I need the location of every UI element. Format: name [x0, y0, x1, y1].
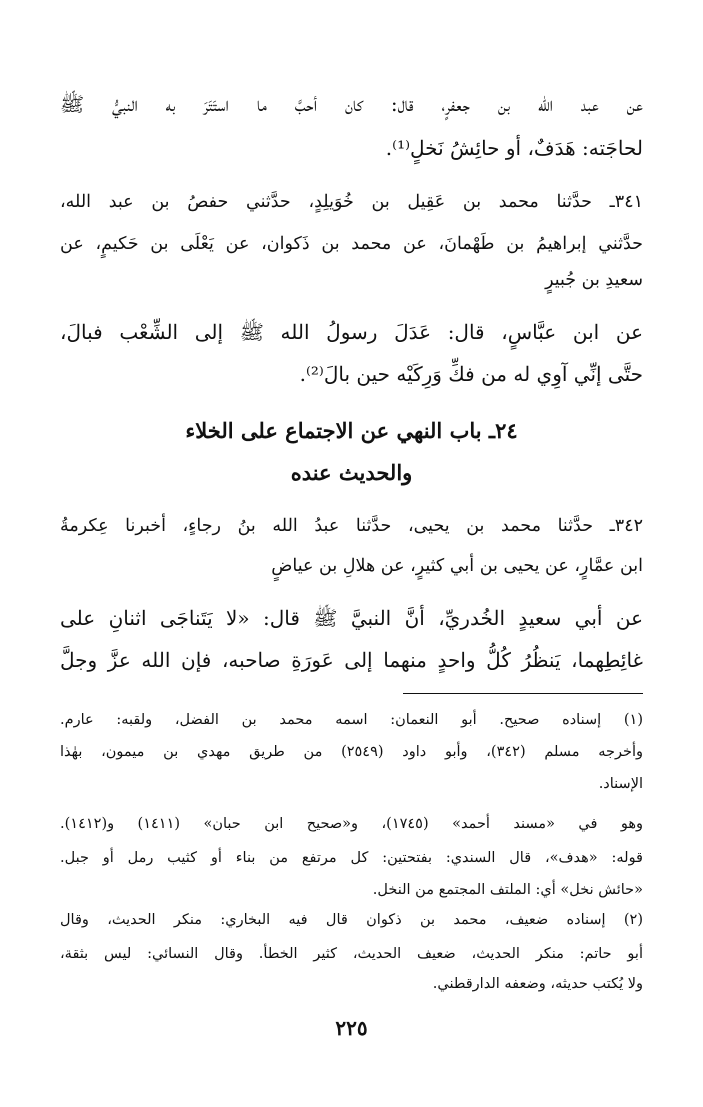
footnote-line-6: «حائش نخل» أي: الملتف المجتمع من النخل.	[372, 882, 643, 898]
footnote-line-5: قوله: «هدف»، قال السندي: بفتحتين: كل مرتفع من بناء أو كثيب رمل أو جبل.	[60, 850, 643, 866]
footnote-line-2: وأخرجه مسلم (٣٤٢)، وأبو داود (٢٥٤٩) من طريق مهدي بن ميمون، بهٰذا	[60, 744, 643, 760]
hadith-342-isnad-line-1: ٣٤٢ـ حدَّثنا محمد بن يحيى، حدَّثنا عبدُ الله بنُ رجاءٍ، أخبرنا عِكرمةُ	[60, 516, 643, 536]
hadith-340-text-line-1: عن عبد الله بن جعفرٍ، قال: كان أحبَّ ما استَتَرَ به النبيُّ ﷺ	[60, 92, 643, 116]
hadith-341-isnad-line-1: ٣٤١ـ حدَّثنا محمد بن عَقِيل بن خُوَيلِدٍ، حدَّثني حفصُ بن عبد الله،	[60, 192, 643, 212]
hadith-341-text-line-1: عن ابن عبَّاسٍ، قال: عَدَلَ رسولُ الله ﷺ إلى الشِّعْب فبالَ،	[60, 320, 643, 344]
hadith-341-isnad-line-2: حدَّثني إبراهيمُ بن طَهْمانَ، عن محمد بن ذَكوان، عن يَعْلَى بن حَكيمٍ، عن	[60, 234, 643, 254]
hadith-341-isnad-line-3: سعيدِ بن جُبيرٍ	[545, 270, 643, 290]
page-number: ٢٢٥	[335, 1016, 368, 1040]
footnote-line-1: (١) إسناده صحيح. أبو النعمان: اسمه محمد بن الفضل، ولقبه: عارم.	[60, 712, 643, 728]
hadith-342-isnad-line-2: ابن عمَّارٍ، عن يحيى بن أبي كثيرٍ، عن هلالِ بن عياضٍ	[271, 556, 643, 576]
chapter-title-line-2: والحديث عنده	[290, 460, 413, 485]
footnote-line-9: ولا يُكتب حديثه، وضعفه الدارقطني.	[432, 976, 643, 992]
hadith-342-text-line-1: عن أبي سعيدٍ الخُدريِّ، أنَّ النبيَّ ﷺ قال: «لا يَتَناجَى اثنانِ على	[60, 606, 643, 630]
hadith-340-text-line-2: لحاجَته: هَدَفٌ، أو حائِشُ نَخلٍ⁽¹⁾.	[385, 136, 643, 160]
hadith-341-text-line-2: حتَّى إنِّي آوِي له من فكِّ وَرِكَيْه حين بالَ⁽²⁾.	[299, 362, 643, 386]
chapter-title-line-1: ٢٤ـ باب النهي عن الاجتماع على الخلاء	[185, 418, 518, 443]
hadith-342-text-line-2: غائِطِهما، يَنظُرُ كُلُّ واحدٍ منهما إلى عَورَةِ صاحبه، فإن الله عزَّ وجلَّ	[60, 648, 643, 672]
footnote-line-8: أبو حاتم: منكر الحديث، ضعيف الحديث، كثير الخطأ. وقال النسائي: ليس بثقة،	[60, 946, 643, 962]
footnote-line-3: الإسناد.	[598, 776, 643, 792]
footnote-separator	[403, 693, 643, 694]
footnote-line-4: وهو في «مسند أحمد» (١٧٤٥)، و«صحيح ابن حبان» (١٤١١) و(١٤١٢).	[60, 816, 643, 832]
footnote-line-7: (٢) إسناده ضعيف، محمد بن ذكوان قال فيه البخاري: منكر الحديث، وقال	[60, 912, 644, 928]
